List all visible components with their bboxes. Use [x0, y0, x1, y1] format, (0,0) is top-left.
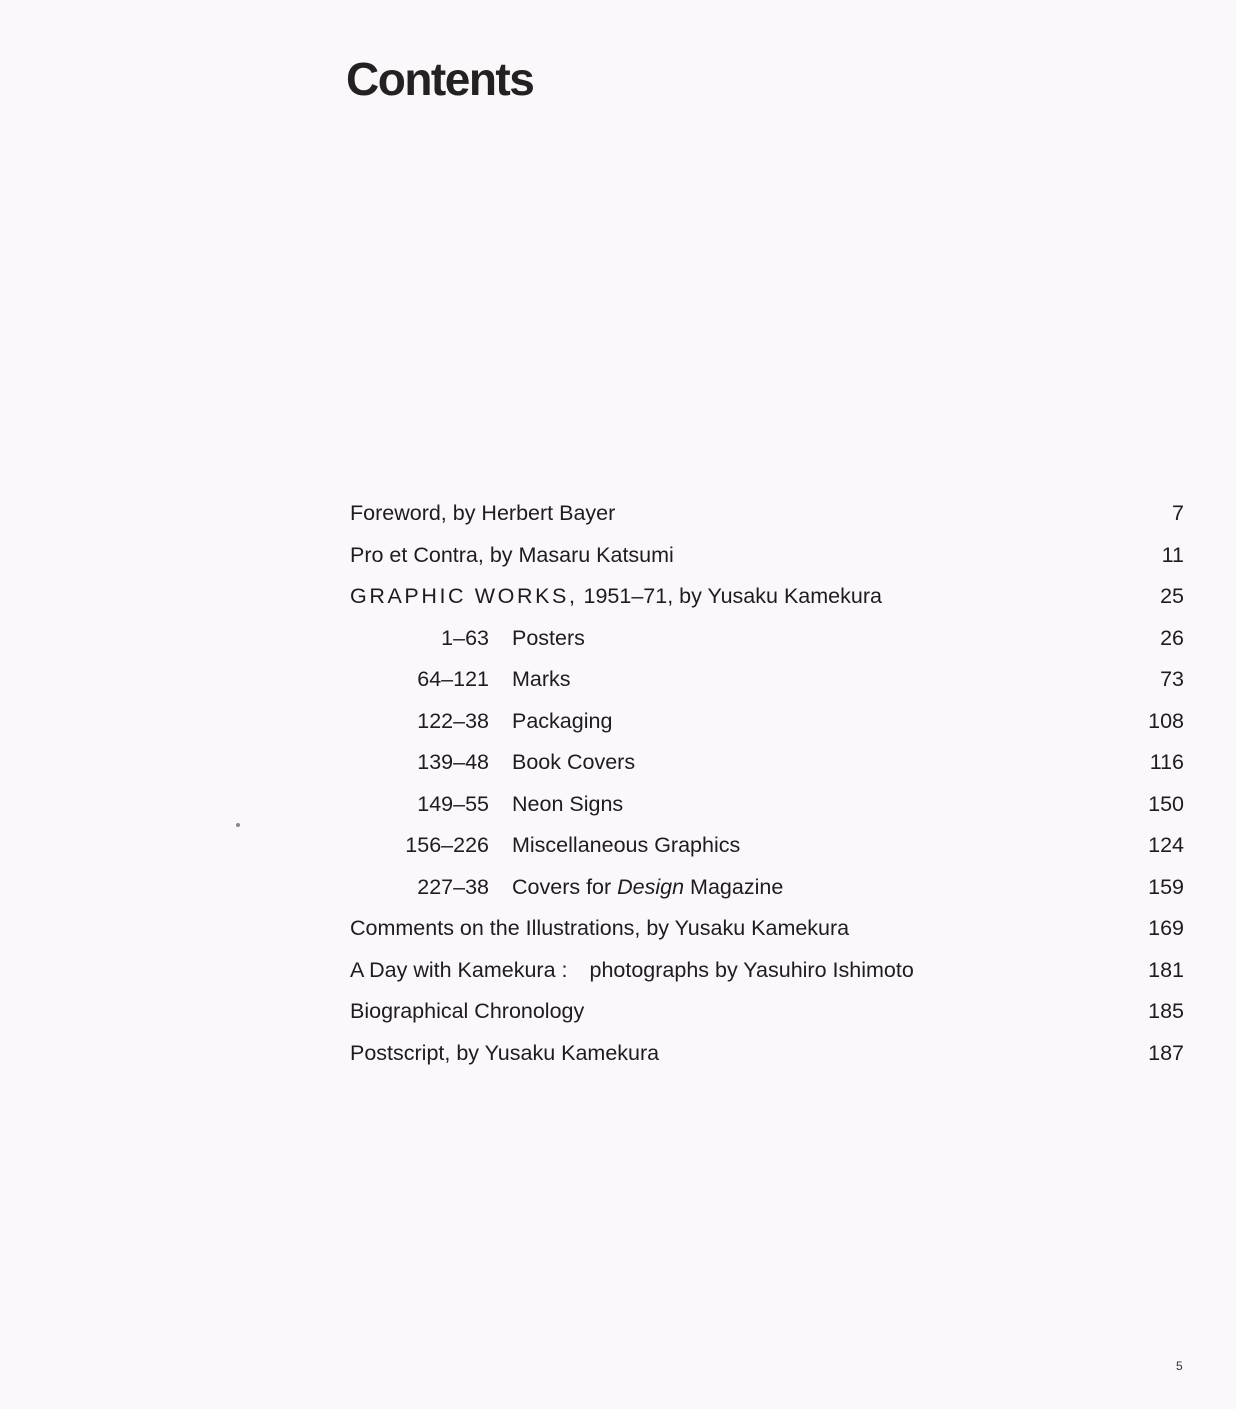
toc-subentry-neon-signs	[350, 784, 1184, 826]
toc-entry-page: 187	[1148, 1040, 1184, 1065]
toc-entry-label-rest: 1951–71, by Yusaku Kamekura	[577, 584, 882, 608]
toc-subentry-label-post: Magazine	[684, 874, 784, 899]
toc-entry-page: 73	[1160, 667, 1184, 691]
toc-entry-page: 108	[1148, 708, 1184, 733]
toc-entry-label: Postscript, by Yusaku Kamekura	[350, 1040, 660, 1065]
toc-subentry-book-covers	[350, 742, 1184, 784]
toc-entry-a-day-with-kamekura	[350, 950, 1184, 992]
toc-subentry-range: 149–55	[417, 791, 489, 816]
page-title: Contents	[346, 53, 534, 105]
toc-entry-page: 124	[1148, 833, 1184, 857]
toc-entry-label-pre: A Day with Kamekura :	[350, 957, 568, 982]
toc-entry-page: 25	[1160, 584, 1184, 608]
toc-entry-label: Comments on the Illustrations, by Yusaku Kamekura	[350, 916, 850, 940]
toc-entry-label-post: photographs by Yasuhiro Ishimoto	[589, 957, 914, 982]
toc-subentry-range: 139–48	[417, 750, 489, 774]
toc-entry-page: 116	[1149, 750, 1184, 774]
toc-subentry-label-pre: Covers for	[512, 874, 618, 899]
toc-subentry-marks	[350, 659, 1184, 701]
toc-entry-label: Foreword, by Herbert Bayer	[350, 501, 616, 525]
toc-entry-page: 185	[1148, 999, 1184, 1023]
toc-subentry-range: 156–226	[405, 833, 489, 857]
toc-subentry-label: Miscellaneous Graphics	[512, 833, 741, 857]
toc-subentry-label: Book Covers	[512, 750, 636, 774]
toc-entry-foreword	[350, 493, 1184, 535]
toc-entry-pro-et-contra	[350, 535, 1184, 577]
toc-subentry-miscellaneous-graphics	[350, 825, 1184, 867]
toc-subentry-label	[512, 867, 783, 909]
toc-entry-page: 11	[1161, 542, 1184, 567]
toc-subentry-label: Marks	[512, 667, 571, 691]
toc-entry-page: 150	[1148, 791, 1184, 816]
toc-entry-chronology	[350, 991, 1184, 1033]
toc-entry-page: 26	[1160, 625, 1184, 650]
toc-subentry-packaging	[350, 701, 1184, 743]
toc-entry-postscript	[350, 1033, 1184, 1075]
toc-entry-page: 169	[1148, 916, 1184, 940]
toc-subentry-posters	[350, 618, 1184, 660]
paper-speck	[236, 823, 240, 827]
toc-entry-comments	[350, 908, 1184, 950]
toc-subentry-range: 227–38	[417, 874, 489, 899]
toc-entry-graphic-works	[350, 576, 1184, 618]
toc-entry-label-caps: GRAPHIC WORKS,	[350, 584, 578, 608]
toc-entry-label: Biographical Chronology	[350, 999, 585, 1023]
toc-subentry-label-italic: Design	[617, 874, 685, 899]
toc-entry-label: Pro et Contra, by Masaru Katsumi	[350, 542, 674, 567]
page-number: 5	[1176, 1359, 1183, 1373]
toc-subentry-label: Neon Signs	[512, 791, 624, 816]
toc-entry-page: 181	[1148, 957, 1184, 982]
toc-subentry-label: Packaging	[512, 708, 613, 733]
toc-entry-page: 159	[1148, 874, 1184, 899]
toc-subentry-range: 64–121	[417, 667, 489, 691]
toc-subentry-range: 122–38	[417, 708, 489, 733]
toc-entry-page: 7	[1172, 501, 1184, 525]
toc-entry-label	[350, 950, 914, 992]
toc-entry-label	[350, 576, 882, 618]
table-of-contents	[350, 493, 1184, 1074]
toc-subentry-label: Posters	[512, 625, 585, 650]
toc-subentry-design-covers	[350, 867, 1184, 909]
toc-subentry-range: 1–63	[441, 625, 489, 650]
